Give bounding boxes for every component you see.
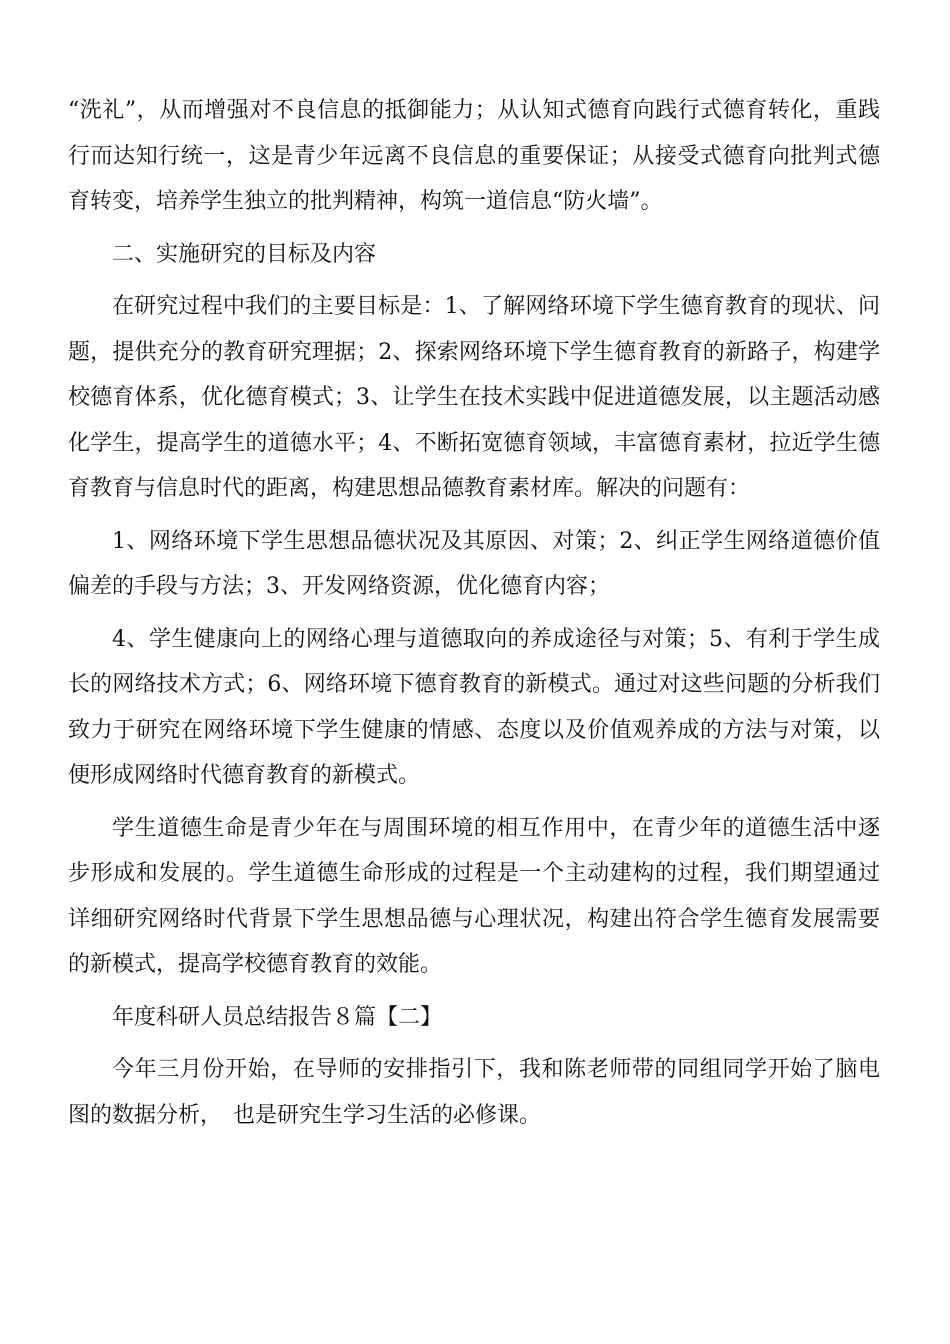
paragraph-moral-life: 学生道德生命是青少年在与周围环境的相互作用中，在青少年的道德生活中逐步形成和发展的。学生道德生命形成的过程是一个主动建构的过程，我们期望通过详细研究网络时代背景下学生思想品德与心理状况，构建出符合学生德育发展需要的新模式，提高学校德育教育的效能。 [68, 815, 880, 977]
paragraph-continuation: “洗礼”，从而增强对不良信息的抵御能力；从认知式德育向践行式德育转化，重践行而达知行统一，这是青少年远离不良信息的重要保证；从接受式德育向批判式德育转变，培养学生独立的批判精神，构筑一道信息“防火墙”。 [68, 98, 880, 214]
report-subtitle: 年度科研人员总结报告８篇【二】 [112, 1004, 443, 1030]
document-body [68, 88, 880, 1145]
paragraph-problems-2: 4、学生健康向上的网络心理与道德取向的养成途径与对策；5、有利于学生成长的网络技术方式；6、网络环境下德育教育的新模式。通过对这些问题的分析我们致力于研究在网络环境下学生健康的情感、态度以及价值观养成的方法与对策，以便形成网络时代德育教育的新模式。 [68, 626, 880, 788]
paragraph-goals: 在研究过程中我们的主要目标是：1、了解网络环境下学生德育教育的现状、问题，提供充分的教育研究理据；2、探索网络环境下学生德育教育的新路子，构建学校德育体系，优化德育模式；3、让学生在技术实践中促进道德发展，以主题活动感化学生，提高学生的道德水平；4、不断拓宽德育领域，丰富德育素材，拉近学生德育教育与信息时代的距离，构建思想品德教育素材库。解决的问题有： [68, 294, 880, 501]
paragraph-eeg-analysis: 今年三月份开始，在导师的安排指引下，我和陈老师带的同组同学开始了脑电图的数据分析， 也是研究生学习生活的必修课。 [68, 1057, 880, 1128]
section-heading: 二、实施研究的目标及内容 [112, 241, 377, 267]
paragraph-problems-1: 1、网络环境下学生思想品德状况及其原因、对策；2、纠正学生网络道德价值偏差的手段与方法；3、开发网络资源，优化德育内容； [68, 528, 880, 599]
